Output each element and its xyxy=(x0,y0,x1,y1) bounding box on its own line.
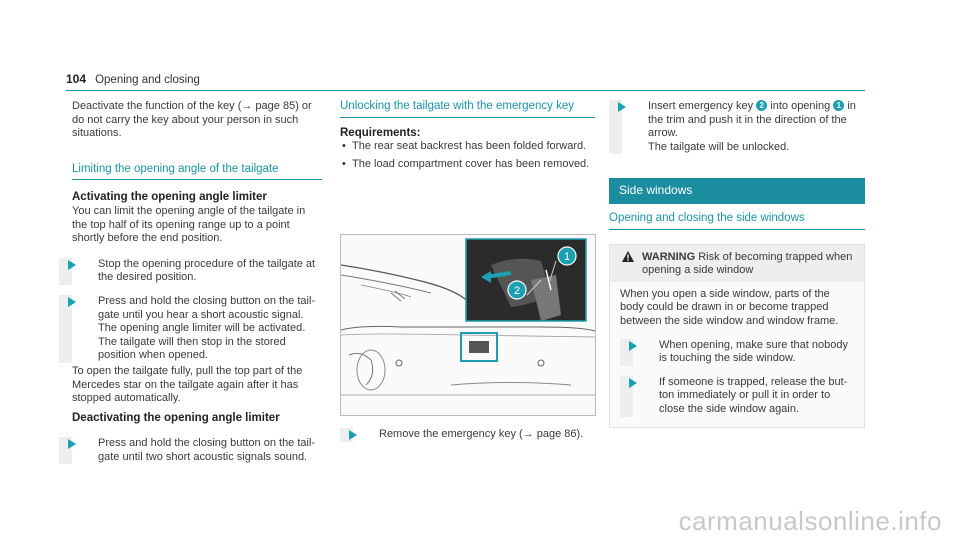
step-remove-key xyxy=(340,428,593,442)
step-arrow-icon xyxy=(629,378,637,388)
remove-key-step-wrap xyxy=(353,428,593,442)
requirement-item: • The rear seat backrest has been folded forward. xyxy=(340,140,595,154)
header-divider xyxy=(66,90,865,91)
warning-text: When you open a side window, parts of the body could be drawn in or become trapped between the side window and window frame. xyxy=(620,287,839,327)
step-text: Press and hold the closing button on the tail- gate until you hear a short acoustic signal. The opening angle limiter will be activated. The tailgate will then stop in the stored position when opened. xyxy=(98,294,316,362)
step-insert-key xyxy=(609,100,865,154)
warning-title-wrap xyxy=(620,251,854,278)
step-text: Remove the emergency key (→ page 86). xyxy=(379,428,584,440)
sub-heading-activating: Activating the opening angle limiter xyxy=(72,191,267,204)
open-note: To open the tailgate fully, pull the top part of the Mercedes star on the tailgate again after it has stopped automatically. xyxy=(72,364,303,405)
page-header-title: Opening and closing xyxy=(95,74,200,86)
warning-triangle-icon xyxy=(622,251,634,262)
step-stop-opening xyxy=(59,258,322,285)
step-deactivate xyxy=(59,437,322,464)
figure-callout-2: 2 xyxy=(513,285,521,297)
watermark: carmanualsonline.info xyxy=(678,506,942,536)
warning-box xyxy=(609,244,865,428)
step-text: in the trim and push it in the direction of the arrow. xyxy=(648,100,856,140)
section-heading-unlocking: Unlocking the tailgate with the emergency key xyxy=(340,100,595,118)
warning-body xyxy=(610,282,864,427)
tailgate-drawing xyxy=(341,235,595,415)
warning-step-1 xyxy=(620,339,854,366)
intro-text: Deactivate the function of the key (→ page 85) or do not carry the key about your person in such situations. xyxy=(72,100,312,140)
column-left xyxy=(72,100,322,464)
warning-title: Risk of becoming trapped when opening a side window xyxy=(642,250,853,277)
step-press-hold xyxy=(59,295,322,363)
requirements-heading: Requirements: xyxy=(340,126,421,139)
callout-1-icon: 1 xyxy=(833,100,844,111)
step-arrow-icon xyxy=(349,430,357,440)
activating-text: You can limit the opening angle of the tailgate in the top half of its opening range up to a point shortly before the end position. xyxy=(72,204,306,245)
page-header xyxy=(66,73,200,88)
figure-callout-1: 1 xyxy=(563,251,571,263)
requirement-item: • The load compartment cover has been removed. xyxy=(340,158,595,172)
section-heading-side-windows: Opening and closing the side windows xyxy=(609,212,865,230)
tailgate-illustration xyxy=(340,234,596,416)
warning-step2-wrap xyxy=(620,376,854,417)
step-result-text: The tailgate will be unlocked. xyxy=(648,140,790,153)
warning-step-2 xyxy=(620,376,854,417)
step-text: If someone is trapped, release the but- ton immediately or pull it in order to close the side window again. xyxy=(659,375,848,415)
sub-heading-deactivating: Deactivating the opening angle limiter xyxy=(72,411,280,424)
step-arrow-icon xyxy=(629,341,637,351)
step-arrow-icon xyxy=(68,439,76,449)
warning-label: WARNING xyxy=(642,250,696,263)
step-arrow-icon xyxy=(618,102,626,112)
step-text: Press and hold the closing button on the tail- gate until two short acoustic signals sound. xyxy=(98,437,316,463)
warning-header xyxy=(610,245,864,282)
step-arrow-icon xyxy=(68,297,76,307)
side-windows-bar: Side windows xyxy=(609,178,865,204)
step-text: Insert emergency key xyxy=(648,100,754,112)
warning-step1-wrap xyxy=(620,339,854,366)
callout-2-icon: 2 xyxy=(756,100,767,111)
section-heading-limiting: Limiting the opening angle of the tailgate xyxy=(72,163,322,181)
column-right xyxy=(609,100,865,428)
step-arrow-icon xyxy=(68,260,76,270)
step-text: Stop the opening procedure of the tailgate at the desired position. xyxy=(98,257,316,284)
step-text: into opening xyxy=(770,100,831,112)
step-text: When opening, make sure that nobody is touching the side window. xyxy=(659,338,848,365)
page-number: 104 xyxy=(66,72,87,86)
insert-key-step-wrap xyxy=(609,100,865,154)
column-middle xyxy=(340,100,595,171)
